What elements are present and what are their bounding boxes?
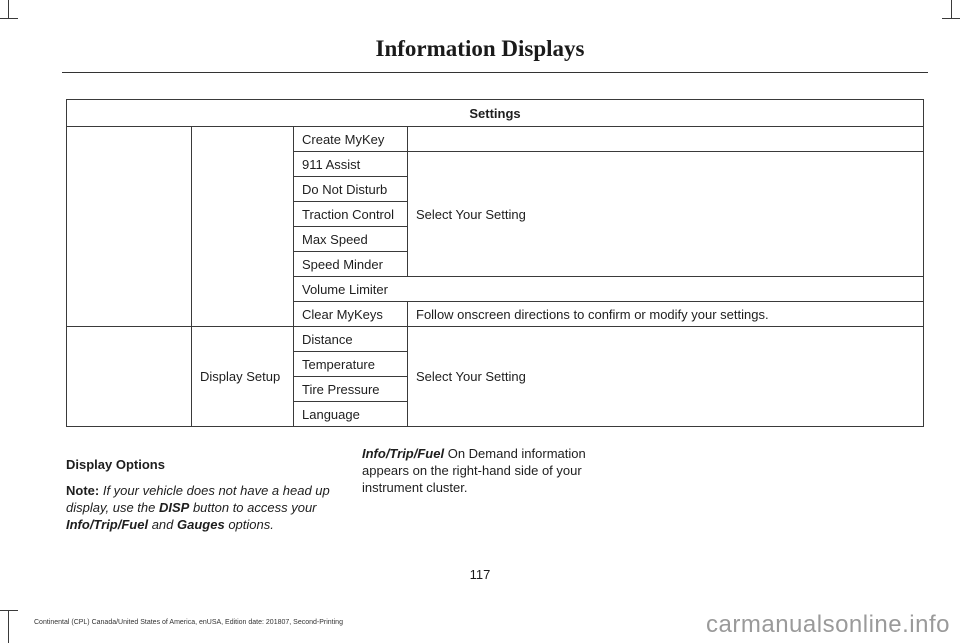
setting-item: Volume Limiter [294, 277, 924, 302]
info-term: Info/Trip/Fuel [362, 446, 445, 461]
note-label: Note: [66, 483, 100, 498]
info-description: On Demand information appears on the right-hand side of your instrument cluster. [362, 446, 586, 495]
setting-item: Create MyKey [294, 127, 408, 152]
crop-mark [8, 610, 9, 643]
table-row [67, 127, 924, 152]
setting-item: 911 Assist [294, 152, 408, 177]
setting-item: Max Speed [294, 227, 408, 252]
crop-mark [951, 0, 952, 18]
empty-cell [67, 327, 192, 427]
setting-item: Temperature [294, 352, 408, 377]
crop-mark [0, 610, 18, 611]
page-number: 117 [469, 567, 491, 582]
watermark: carmanualsonline.info [706, 611, 950, 638]
table-row [67, 327, 924, 352]
setting-item: Do Not Disturb [294, 177, 408, 202]
table-title: Settings [67, 100, 924, 127]
setting-item: Traction Control [294, 202, 408, 227]
note-paragraph: Note: If your vehicle does not have a head up display, use the DISP button to access your Info/Trip/Fuel and Gauges options. [66, 483, 330, 532]
setting-action: Select Your Setting [408, 152, 924, 277]
setting-action: Select Your Setting [408, 327, 924, 427]
header-divider [62, 72, 928, 73]
setting-item: Language [294, 402, 408, 427]
page-title: Information Displays [375, 36, 585, 61]
footer-text: Continental (CPL) Canada/United States of America, enUSA, Edition date: 201807, Second-Printing [34, 619, 343, 626]
setting-group: Display Setup [192, 327, 294, 427]
setting-item: Clear MyKeys [294, 302, 408, 327]
setting-action [408, 127, 924, 152]
setting-action: Follow onscreen directions to confirm or modify your settings. [408, 302, 924, 327]
empty-cell [192, 127, 294, 327]
settings-table [66, 99, 924, 427]
right-column [362, 445, 616, 496]
left-column [66, 456, 346, 533]
empty-cell [67, 127, 192, 327]
setting-item: Distance [294, 327, 408, 352]
crop-mark [0, 18, 18, 19]
section-heading: Display Options [66, 457, 165, 472]
setting-item: Speed Minder [294, 252, 408, 277]
crop-mark [8, 0, 9, 18]
crop-mark [942, 18, 960, 19]
setting-item: Tire Pressure [294, 377, 408, 402]
